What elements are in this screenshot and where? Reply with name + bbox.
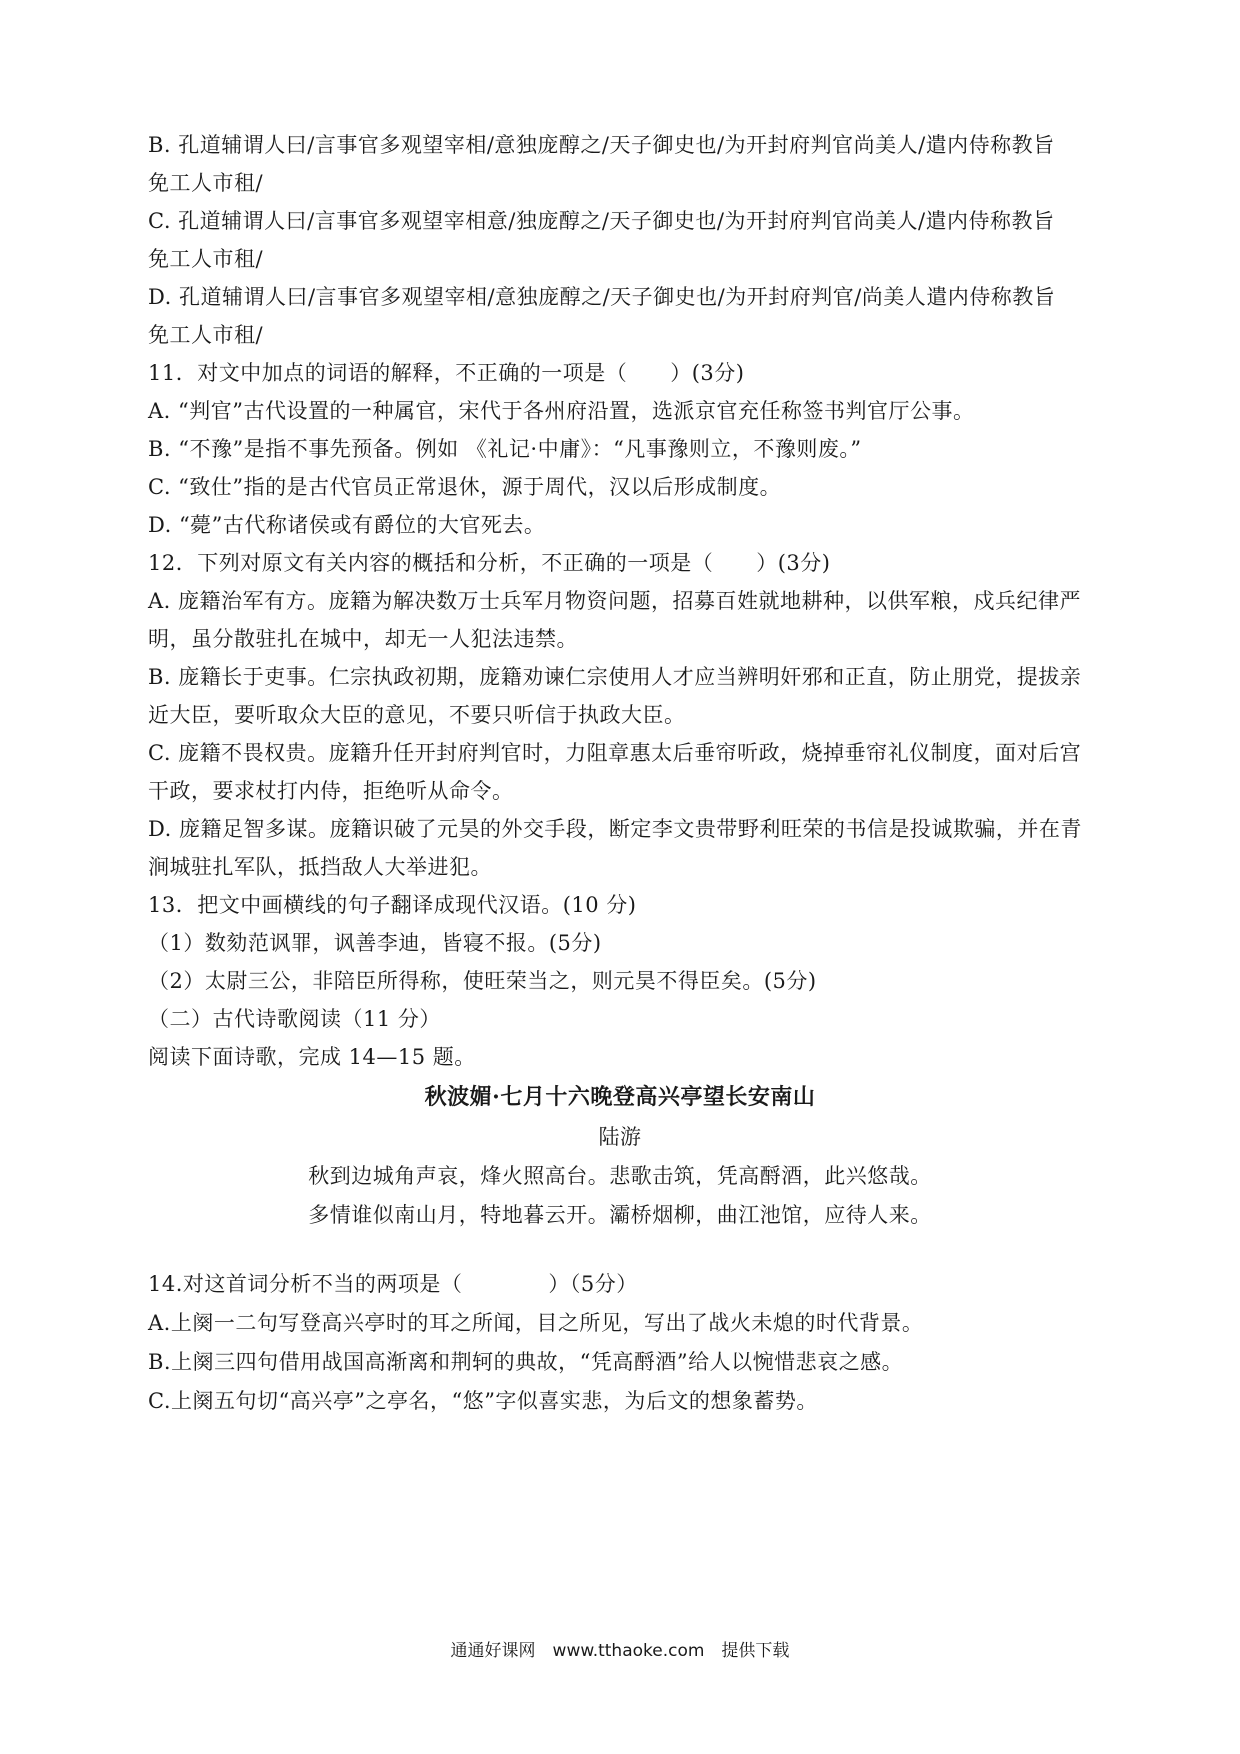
q11-option-c: C. “致仕”指的是古代官员正常退休，源于周代，汉以后形成制度。 (148, 475, 782, 499)
q10-option-d-line1: D. 孔道辅谓人曰/言事官多观望宰相/意独庞醇之/天子御史也/为开封府判官/尚美人遣内侍称教旨 (148, 285, 1056, 309)
poetry-instruction: 阅读下面诗歌，完成 14—15 题。 (148, 1045, 476, 1069)
q13-stem: 13．把文中画横线的句子翻译成现代汉语。(10 分) (148, 893, 637, 917)
q12-option-c-line2: 干政，要求杖打内侍，拒绝听从命令。 (148, 779, 514, 803)
page-footer: 通通好课网 www.tthaoke.com 提供下载 (450, 1641, 790, 1661)
q12-option-b-line2: 近大臣，要听取众大臣的意见，不要只听信于执政大臣。 (148, 703, 686, 727)
poetry-section-heading: （二）古代诗歌阅读（11 分） (148, 1007, 441, 1031)
q12-option-c-line1: C. 庞籍不畏权贵。庞籍升任开封府判官时，力阻章惠太后垂帘听政，烧掉垂帘礼仪制度，面对后宫 (148, 741, 1082, 765)
q10-option-c-line2: 免工人市租/ (148, 247, 264, 271)
q12-option-a-line1: A. 庞籍治军有方。庞籍为解决数万士兵军月物资问题，招募百姓就地耕种，以供军粮，戍兵纪律严 (148, 589, 1082, 613)
q11-option-a: A. “判官”古代设置的一种属官，宋代于各州府沿置，选派京官充任称签书判官厅公事。 (148, 399, 975, 423)
q14-option-c: C.上阕五句切“高兴亭”之亭名，“悠”字似喜实悲，为后文的想象蓄势。 (148, 1389, 818, 1413)
q12-option-d-line1: D. 庞籍足智多谋。庞籍识破了元昊的外交手段，断定李文贵带野利旺荣的书信是投诚欺骗，并在青 (148, 817, 1082, 841)
q13-sentence-2: （2）太尉三公，非陪臣所得称，使旺荣当之，则元昊不得臣矣。(5分) (148, 969, 817, 993)
poem-title: 秋波媚·七月十六晚登高兴亭望长安南山 (424, 1084, 816, 1110)
q11-stem: 11．对文中加点的词语的解释，不正确的一项是（ ）(3分) (148, 361, 745, 385)
q10-option-b-line2: 免工人市租/ (148, 171, 264, 195)
q10-option-c-line1: C. 孔道辅谓人曰/言事官多观望宰相意/独庞醇之/天子御史也/为开封府判官尚美人/遣内侍称教旨 (148, 209, 1055, 233)
q12-stem: 12．下列对原文有关内容的概括和分析，不正确的一项是（ ）(3分) (148, 551, 831, 575)
q11-option-b: B. “不豫”是指不事先预备。例如 《礼记·中庸》：“凡事豫则立，不豫则废。” (148, 437, 862, 461)
q14-stem: 14.对这首词分析不当的两项是（ ）（5分） (148, 1272, 638, 1296)
q10-option-d-line2: 免工人市租/ (148, 323, 264, 347)
poem-line-2: 多情谁似南山月，特地暮云开。灞桥烟柳，曲江池馆，应待人来。 (308, 1203, 932, 1227)
q11-option-d: D. “薨”古代称诸侯或有爵位的大官死去。 (148, 513, 546, 537)
poem-author: 陆游 (598, 1125, 642, 1149)
poem-line-1: 秋到边城角声哀，烽火照高台。悲歌击筑，凭高酹酒，此兴悠哉。 (308, 1164, 932, 1188)
q14-option-b: B.上阕三四句借用战国高渐离和荆轲的典故，“凭高酹酒”给人以惋惜悲哀之感。 (148, 1350, 904, 1374)
q12-option-d-line2: 涧城驻扎军队，抵挡敌人大举进犯。 (148, 855, 492, 879)
q12-option-a-line2: 明，虽分散驻扎在城中，却无一人犯法违禁。 (148, 627, 578, 651)
q13-sentence-1: （1）数劾范讽罪，讽善李迪，皆寝不报。(5分) (148, 931, 602, 955)
q10-option-b-line1: B. 孔道辅谓人曰/言事官多观望宰相/意独庞醇之/天子御史也/为开封府判官尚美人/遣内侍称教旨 (148, 133, 1055, 157)
q12-option-b-line1: B. 庞籍长于吏事。仁宗执政初期，庞籍劝谏仁宗使用人才应当辨明奸邪和正直，防止朋党，提拔亲 (148, 665, 1082, 689)
q14-option-a: A.上阕一二句写登高兴亭时的耳之所闻，目之所见，写出了战火未熄的时代背景。 (148, 1311, 924, 1335)
